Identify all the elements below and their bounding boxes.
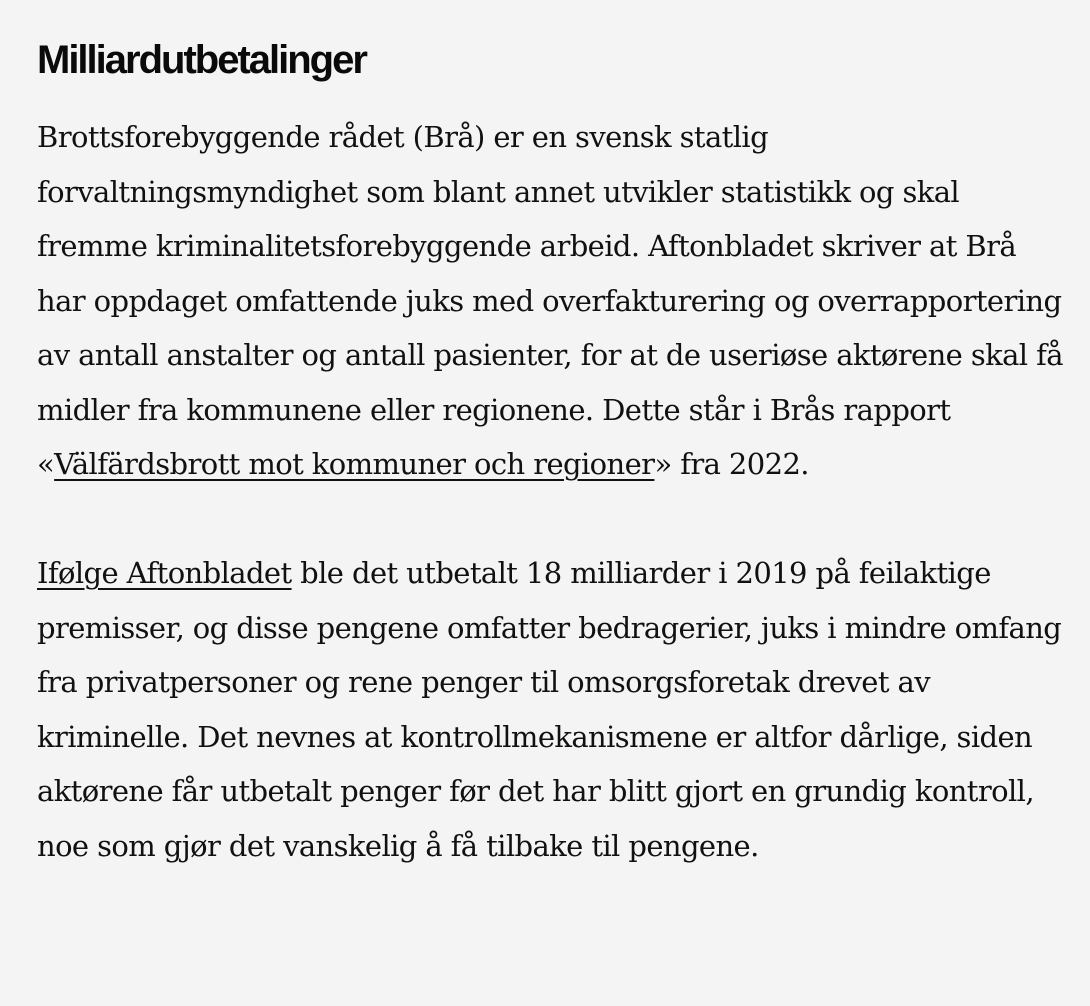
paragraph-aftonbladet bbox=[37, 546, 1067, 873]
paragraph-text: Brottsforebyggende rådet (Brå) er en svensk statlig forvaltningsmyndighet som blant annet utvikler statistikk og skal fremme kriminalitetsforebyggende arbeid. Aftonbladet skriver at Brå har oppdaget omfattende juks med overfakturering og overrapportering av antall anstalter og antall pasienter, for at de useriøse aktørene skal få midler fra kommunene eller regionene. Dette står i Brås rapport « bbox=[37, 120, 1063, 481]
paragraph-text: ble det utbetalt 18 milliarder i 2019 på feilaktige premisser, og disse pengene omfatter bedragerier, juks i mindre omfang fra privatpersoner og rene penger til omsorgsforetak drevet av kriminelle. Det nevnes at kontrollmekanismene er altfor dårlige, siden aktørene får utbetalt penger før det har blitt gjort en grundig kontroll, noe som gjør det vanskelig å få tilbake til pengene. bbox=[37, 556, 1062, 863]
section-heading: Milliardutbetalinger bbox=[37, 38, 366, 82]
report-link[interactable]: Välfärdsbrott mot kommuner och regioner bbox=[54, 447, 655, 481]
paragraph-bra-report bbox=[37, 110, 1067, 492]
aftonbladet-link[interactable]: Ifølge Aftonbladet bbox=[37, 556, 292, 590]
article-section bbox=[37, 32, 1067, 873]
paragraph-text: » fra 2022. bbox=[654, 447, 809, 481]
